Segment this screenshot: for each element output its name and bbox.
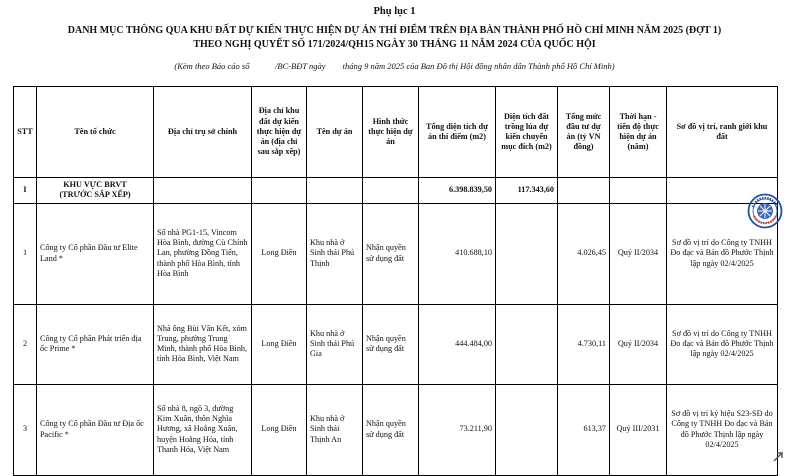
group-name: KHU VỰC BRVT (TRƯỚC SẮP XẾP): [37, 178, 154, 204]
row-form: Nhận quyền sử dụng đất: [363, 304, 419, 384]
document-subtitle: (Kèm theo Báo cáo số /BC-BĐT ngày tháng 9 năm 2025 của Ban Đô thị Hội đồng nhân dân Thành phố Hồ Chí Minh): [174, 61, 615, 71]
row-site: Long Điền: [252, 304, 307, 384]
table-row: [14, 384, 778, 475]
row-investment: 613,37: [558, 384, 610, 475]
row-site: Long Điền: [252, 384, 307, 475]
group-row: [14, 178, 778, 204]
row-map: Sơ đồ vị trí do Công ty TNHH Đo đạc và Bản đồ Phước Thịnh lập ngày 02/4/2025: [667, 203, 778, 304]
row-map: Sơ đồ vị trí do Công ty TNHH Đo đạc và Bản đồ Phước Thịnh lập ngày 02/4/2025: [667, 304, 778, 384]
column-header: STT: [14, 87, 37, 178]
column-header: Địa chỉ trụ sở chính: [154, 87, 252, 178]
row-headquarters: Nhà ông Bùi Văn Kết, xóm Trung, phường Trung Minh, thành phố Hòa Bình, tỉnh Hòa Bình, Việt Nam: [154, 304, 252, 384]
row-form: Nhận quyền sử dụng đất: [363, 203, 419, 304]
row-term: Quý III/2031: [610, 384, 667, 475]
row-form: Nhận quyền sử dụng đất: [363, 384, 419, 475]
row-area: 73.211,90: [419, 384, 496, 475]
row-term: Quý II/2034: [610, 304, 667, 384]
seal-stamp-icon: [747, 193, 783, 229]
row-rice: [496, 203, 558, 304]
row-area: 444.484,00: [419, 304, 496, 384]
row-organization: Công ty Cổ phần Phát triển địa ốc Prime *: [37, 304, 154, 384]
appendix-label: Phụ lục 1: [373, 6, 416, 17]
column-header: Địa chỉ khu đất dự kiến thực hiện dự án (địa chỉ sau sắp xếp): [252, 87, 307, 178]
row-headquarters: Số nhà 8, ngõ 3, đường Kim Xuân, thôn Nghĩa Hương, xã Hoằng Xuân, huyện Hoằng Hóa, tỉnh Thanh Hóa, Việt Nam: [154, 384, 252, 475]
row-project: Khu nhà ở Sinh thái Phú Thịnh: [307, 203, 363, 304]
row-stt: 1: [14, 203, 37, 304]
row-map: Sơ đồ vị trí ký hiệu S23-SĐ do Công ty TNHH Đo đạc và Bản đồ Phước Thịnh lập ngày 02/4/2025: [667, 384, 778, 475]
document-title-line-1: DANH MỤC THÔNG QUA KHU ĐẤT DỰ KIẾN THỰC HIỆN DỰ ÁN THÍ ĐIỂM TRÊN ĐỊA BÀN THÀNH PHỐ HỒ CHÍ MINH NĂM 2025 (ĐỢT 1): [67, 25, 722, 36]
column-header: Tổng mức đầu tư dự án (tỷ VN đồng): [558, 87, 610, 178]
resize-corner-icon[interactable]: [770, 449, 786, 465]
column-header: Tổng diện tích dự án thí điểm (m2): [419, 87, 496, 178]
column-header: Sơ đồ vị trí, ranh giới khu đất: [667, 87, 778, 178]
row-stt: 3: [14, 384, 37, 475]
group-total-area: 6.398.839,50: [419, 178, 496, 204]
row-investment: 4.026,45: [558, 203, 610, 304]
table-header-row: [14, 87, 778, 178]
column-header: Tên dự án: [307, 87, 363, 178]
group-stt: I: [14, 178, 37, 204]
document-title-line-2: THEO NGHỊ QUYẾT SỐ 171/2024/QH15 NGÀY 30 THÁNG 11 NĂM 2024 CỦA QUỐC HỘI: [193, 39, 596, 50]
land-list-table: [13, 86, 778, 476]
table-row: [14, 203, 778, 304]
column-header: Thời hạn - tiến độ thực hiện dự án (năm): [610, 87, 667, 178]
column-header: Hình thức thực hiện dự án: [363, 87, 419, 178]
column-header: Diện tích đất trồng lúa dự kiến chuyển mục đích (m2): [496, 87, 558, 178]
row-area: 410.688,10: [419, 203, 496, 304]
row-organization: Công ty Cổ phần Đầu tư Elite Land *: [37, 203, 154, 304]
row-rice: [496, 384, 558, 475]
row-site: Long Điền: [252, 203, 307, 304]
row-investment: 4.730,11: [558, 304, 610, 384]
row-rice: [496, 304, 558, 384]
table-row: [14, 304, 778, 384]
row-project: Khu nhà ở Sinh thái Phú Gia: [307, 304, 363, 384]
row-organization: Công ty Cổ phần Đầu tư Địa ốc Pacific *: [37, 384, 154, 475]
column-header: Tên tổ chức: [37, 87, 154, 178]
row-project: Khu nhà ở Sinh thái Thịnh An: [307, 384, 363, 475]
row-term: Quý II/2034: [610, 203, 667, 304]
row-headquarters: Số nhà PG1-15, Vincom Hòa Bình, đường Cù Chính Lan, phường Đồng Tiến, thành phố Hòa Bình, tỉnh Hòa Bình: [154, 203, 252, 304]
group-rice-area: 117.343,60: [496, 178, 558, 204]
row-stt: 2: [14, 304, 37, 384]
